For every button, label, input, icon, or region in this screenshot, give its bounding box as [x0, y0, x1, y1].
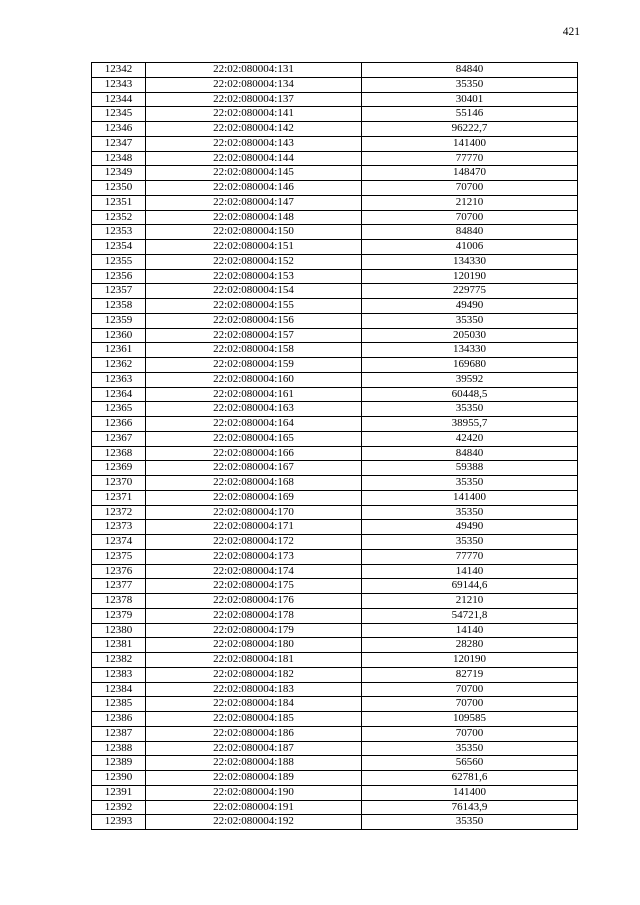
cadastral-number-cell: 22:02:080004:165	[146, 431, 362, 446]
row-number-cell: 12350	[92, 181, 146, 196]
cadastral-number-cell: 22:02:080004:189	[146, 771, 362, 786]
cadastral-number-cell: 22:02:080004:171	[146, 520, 362, 535]
value-cell: 77770	[362, 151, 578, 166]
value-cell: 21210	[362, 594, 578, 609]
value-cell: 42420	[362, 431, 578, 446]
table-row	[92, 417, 578, 432]
table-row	[92, 535, 578, 550]
row-number-cell: 12363	[92, 372, 146, 387]
table-row	[92, 284, 578, 299]
cadastral-number-cell: 22:02:080004:146	[146, 181, 362, 196]
row-number-cell: 12392	[92, 800, 146, 815]
value-cell: 134330	[362, 254, 578, 269]
cadastral-number-cell: 22:02:080004:160	[146, 372, 362, 387]
row-number-cell: 12384	[92, 682, 146, 697]
table-row	[92, 579, 578, 594]
table-row	[92, 387, 578, 402]
cadastral-number-cell: 22:02:080004:147	[146, 195, 362, 210]
row-number-cell: 12361	[92, 343, 146, 358]
row-number-cell: 12379	[92, 608, 146, 623]
value-cell: 35350	[362, 505, 578, 520]
row-number-cell: 12345	[92, 107, 146, 122]
row-number-cell: 12358	[92, 299, 146, 314]
row-number-cell: 12364	[92, 387, 146, 402]
row-number-cell: 12371	[92, 490, 146, 505]
cadastral-number-cell: 22:02:080004:141	[146, 107, 362, 122]
cadastral-number-cell: 22:02:080004:169	[146, 490, 362, 505]
row-number-cell: 12381	[92, 638, 146, 653]
table-row	[92, 372, 578, 387]
cadastral-number-cell: 22:02:080004:170	[146, 505, 362, 520]
table-row	[92, 254, 578, 269]
value-cell: 70700	[362, 697, 578, 712]
cadastral-number-cell: 22:02:080004:192	[146, 815, 362, 830]
row-number-cell: 12353	[92, 225, 146, 240]
value-cell: 35350	[362, 815, 578, 830]
value-cell: 96222,7	[362, 122, 578, 137]
value-cell: 41006	[362, 240, 578, 255]
cadastral-number-cell: 22:02:080004:152	[146, 254, 362, 269]
data-table	[91, 62, 578, 830]
cadastral-number-cell: 22:02:080004:144	[146, 151, 362, 166]
table-row	[92, 800, 578, 815]
row-number-cell: 12386	[92, 712, 146, 727]
row-number-cell: 12370	[92, 476, 146, 491]
row-number-cell: 12368	[92, 446, 146, 461]
row-number-cell: 12348	[92, 151, 146, 166]
value-cell: 141400	[362, 490, 578, 505]
table-row	[92, 815, 578, 830]
cadastral-number-cell: 22:02:080004:145	[146, 166, 362, 181]
table-row	[92, 136, 578, 151]
value-cell: 169680	[362, 358, 578, 373]
value-cell: 77770	[362, 549, 578, 564]
row-number-cell: 12367	[92, 431, 146, 446]
cadastral-number-cell: 22:02:080004:150	[146, 225, 362, 240]
table-row	[92, 785, 578, 800]
value-cell: 70700	[362, 181, 578, 196]
table-row	[92, 667, 578, 682]
cadastral-number-cell: 22:02:080004:155	[146, 299, 362, 314]
table-row	[92, 756, 578, 771]
value-cell: 134330	[362, 343, 578, 358]
cadastral-number-cell: 22:02:080004:168	[146, 476, 362, 491]
row-number-cell: 12387	[92, 726, 146, 741]
table-row	[92, 343, 578, 358]
value-cell: 35350	[362, 741, 578, 756]
row-number-cell: 12377	[92, 579, 146, 594]
cadastral-number-cell: 22:02:080004:182	[146, 667, 362, 682]
value-cell: 54721,8	[362, 608, 578, 623]
value-cell: 70700	[362, 726, 578, 741]
cadastral-number-cell: 22:02:080004:180	[146, 638, 362, 653]
table-row	[92, 623, 578, 638]
table-row	[92, 299, 578, 314]
row-number-cell: 12378	[92, 594, 146, 609]
table-row	[92, 564, 578, 579]
row-number-cell: 12346	[92, 122, 146, 137]
table-row	[92, 608, 578, 623]
row-number-cell: 12355	[92, 254, 146, 269]
value-cell: 120190	[362, 269, 578, 284]
cadastral-number-cell: 22:02:080004:178	[146, 608, 362, 623]
row-number-cell: 12343	[92, 77, 146, 92]
value-cell: 62781,6	[362, 771, 578, 786]
value-cell: 229775	[362, 284, 578, 299]
row-number-cell: 12375	[92, 549, 146, 564]
row-number-cell: 12356	[92, 269, 146, 284]
row-number-cell: 12344	[92, 92, 146, 107]
value-cell: 30401	[362, 92, 578, 107]
value-cell: 148470	[362, 166, 578, 181]
value-cell: 205030	[362, 328, 578, 343]
row-number-cell: 12347	[92, 136, 146, 151]
value-cell: 35350	[362, 535, 578, 550]
cadastral-number-cell: 22:02:080004:176	[146, 594, 362, 609]
cadastral-number-cell: 22:02:080004:134	[146, 77, 362, 92]
table-body	[92, 63, 578, 830]
table-row	[92, 92, 578, 107]
table-row	[92, 549, 578, 564]
cadastral-number-cell: 22:02:080004:153	[146, 269, 362, 284]
table-row	[92, 638, 578, 653]
table-row	[92, 181, 578, 196]
row-number-cell: 12351	[92, 195, 146, 210]
value-cell: 35350	[362, 77, 578, 92]
cadastral-number-cell: 22:02:080004:179	[146, 623, 362, 638]
value-cell: 59388	[362, 461, 578, 476]
cadastral-number-cell: 22:02:080004:172	[146, 535, 362, 550]
value-cell: 35350	[362, 313, 578, 328]
table-row	[92, 490, 578, 505]
row-number-cell: 12369	[92, 461, 146, 476]
cadastral-number-cell: 22:02:080004:164	[146, 417, 362, 432]
table-row	[92, 431, 578, 446]
row-number-cell: 12359	[92, 313, 146, 328]
table-row	[92, 122, 578, 137]
table-row	[92, 240, 578, 255]
value-cell: 120190	[362, 653, 578, 668]
row-number-cell: 12388	[92, 741, 146, 756]
value-cell: 141400	[362, 785, 578, 800]
value-cell: 14140	[362, 564, 578, 579]
cadastral-number-cell: 22:02:080004:184	[146, 697, 362, 712]
cadastral-number-cell: 22:02:080004:167	[146, 461, 362, 476]
cadastral-number-cell: 22:02:080004:166	[146, 446, 362, 461]
cadastral-number-cell: 22:02:080004:185	[146, 712, 362, 727]
row-number-cell: 12373	[92, 520, 146, 535]
value-cell: 84840	[362, 225, 578, 240]
row-number-cell: 12354	[92, 240, 146, 255]
value-cell: 39592	[362, 372, 578, 387]
cadastral-number-cell: 22:02:080004:186	[146, 726, 362, 741]
table-row	[92, 358, 578, 373]
table-row	[92, 682, 578, 697]
cadastral-number-cell: 22:02:080004:161	[146, 387, 362, 402]
cadastral-number-cell: 22:02:080004:156	[146, 313, 362, 328]
value-cell: 82719	[362, 667, 578, 682]
cadastral-number-cell: 22:02:080004:183	[146, 682, 362, 697]
row-number-cell: 12360	[92, 328, 146, 343]
table-row	[92, 166, 578, 181]
table-row	[92, 446, 578, 461]
row-number-cell: 12372	[92, 505, 146, 520]
row-number-cell: 12342	[92, 63, 146, 78]
cadastral-number-cell: 22:02:080004:151	[146, 240, 362, 255]
value-cell: 21210	[362, 195, 578, 210]
value-cell: 84840	[362, 446, 578, 461]
value-cell: 35350	[362, 476, 578, 491]
table-row	[92, 594, 578, 609]
row-number-cell: 12365	[92, 402, 146, 417]
row-number-cell: 12391	[92, 785, 146, 800]
row-number-cell: 12362	[92, 358, 146, 373]
cadastral-number-cell: 22:02:080004:175	[146, 579, 362, 594]
table-row	[92, 313, 578, 328]
value-cell: 69144,6	[362, 579, 578, 594]
row-number-cell: 12349	[92, 166, 146, 181]
table-row	[92, 653, 578, 668]
cadastral-number-cell: 22:02:080004:143	[146, 136, 362, 151]
table-row	[92, 195, 578, 210]
cadastral-number-cell: 22:02:080004:142	[146, 122, 362, 137]
value-cell: 76143,9	[362, 800, 578, 815]
table-row	[92, 63, 578, 78]
cadastral-number-cell: 22:02:080004:191	[146, 800, 362, 815]
cadastral-number-cell: 22:02:080004:187	[146, 741, 362, 756]
table-row	[92, 210, 578, 225]
cadastral-number-cell: 22:02:080004:131	[146, 63, 362, 78]
table-row	[92, 77, 578, 92]
cadastral-number-cell: 22:02:080004:137	[146, 92, 362, 107]
value-cell: 28280	[362, 638, 578, 653]
value-cell: 55146	[362, 107, 578, 122]
table-row	[92, 461, 578, 476]
value-cell: 60448,5	[362, 387, 578, 402]
table-row	[92, 402, 578, 417]
value-cell: 38955,7	[362, 417, 578, 432]
row-number-cell: 12382	[92, 653, 146, 668]
row-number-cell: 12393	[92, 815, 146, 830]
page-number: 421	[562, 26, 580, 38]
value-cell: 84840	[362, 63, 578, 78]
cadastral-number-cell: 22:02:080004:174	[146, 564, 362, 579]
table-row	[92, 726, 578, 741]
value-cell: 141400	[362, 136, 578, 151]
row-number-cell: 12376	[92, 564, 146, 579]
row-number-cell: 12352	[92, 210, 146, 225]
row-number-cell: 12374	[92, 535, 146, 550]
cadastral-number-cell: 22:02:080004:154	[146, 284, 362, 299]
value-cell: 70700	[362, 210, 578, 225]
table-row	[92, 328, 578, 343]
row-number-cell: 12366	[92, 417, 146, 432]
row-number-cell: 12357	[92, 284, 146, 299]
row-number-cell: 12385	[92, 697, 146, 712]
table-row	[92, 520, 578, 535]
value-cell: 14140	[362, 623, 578, 638]
row-number-cell: 12390	[92, 771, 146, 786]
table-row	[92, 225, 578, 240]
cadastral-number-cell: 22:02:080004:157	[146, 328, 362, 343]
cadastral-number-cell: 22:02:080004:181	[146, 653, 362, 668]
cadastral-number-cell: 22:02:080004:163	[146, 402, 362, 417]
row-number-cell: 12389	[92, 756, 146, 771]
value-cell: 109585	[362, 712, 578, 727]
table-row	[92, 107, 578, 122]
cadastral-number-cell: 22:02:080004:158	[146, 343, 362, 358]
cadastral-number-cell: 22:02:080004:173	[146, 549, 362, 564]
table-row	[92, 697, 578, 712]
cadastral-number-cell: 22:02:080004:188	[146, 756, 362, 771]
table-row	[92, 771, 578, 786]
table-row	[92, 505, 578, 520]
value-cell: 35350	[362, 402, 578, 417]
value-cell: 70700	[362, 682, 578, 697]
cadastral-number-cell: 22:02:080004:190	[146, 785, 362, 800]
value-cell: 56560	[362, 756, 578, 771]
row-number-cell: 12380	[92, 623, 146, 638]
table-row	[92, 476, 578, 491]
table-row	[92, 741, 578, 756]
value-cell: 49490	[362, 520, 578, 535]
row-number-cell: 12383	[92, 667, 146, 682]
value-cell: 49490	[362, 299, 578, 314]
cadastral-number-cell: 22:02:080004:148	[146, 210, 362, 225]
cadastral-number-cell: 22:02:080004:159	[146, 358, 362, 373]
table-row	[92, 151, 578, 166]
table-row	[92, 269, 578, 284]
table-row	[92, 712, 578, 727]
